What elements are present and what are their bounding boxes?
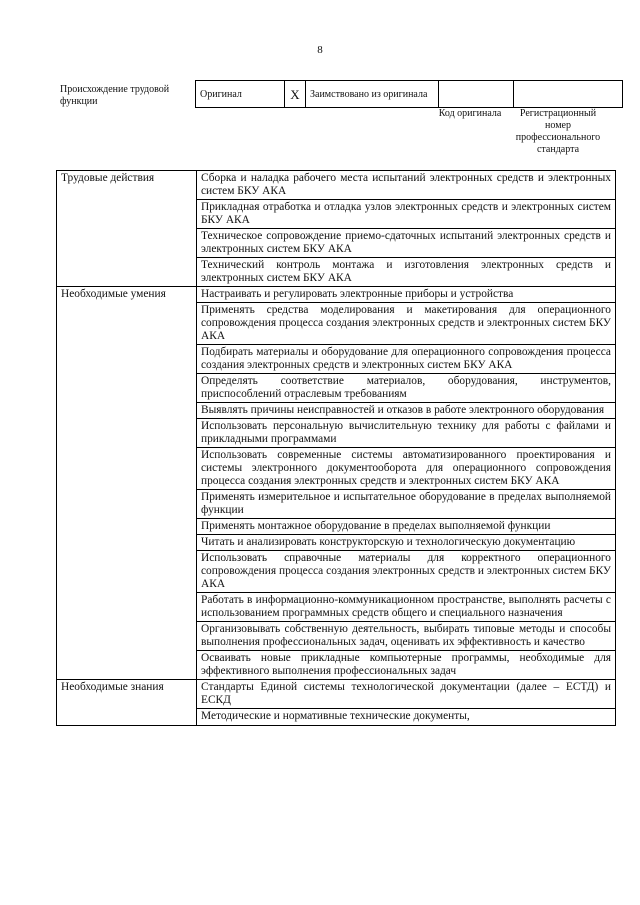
- table-cell: Настраивать и регулировать электронные приборы и устройства: [197, 287, 616, 303]
- table-cell: Прикладная отработка и отладка узлов электронных средств и электронных систем БКУ АКА: [197, 200, 616, 229]
- table-row: [57, 287, 616, 303]
- reg-number-cell: [514, 81, 623, 108]
- table-cell: Техническое сопровождение приемо-сдаточных испытаний электронных средств и электронных систем БКУ АКА: [197, 229, 616, 258]
- table-cell: Стандарты Единой системы технологической документации (далее – ЕСТД) и ЕСКД: [197, 680, 616, 709]
- table-cell: Подбирать материалы и оборудование для операционного сопровождения процесса создания электронных средств и электронных систем БКУ АКА: [197, 345, 616, 374]
- original-cell: Оригинал: [196, 81, 285, 108]
- page-number: 8: [317, 44, 323, 56]
- table-cell: Использовать справочные материалы для корректного операционного сопровождения процесса создания электронных средств и электронных систем БКУ АКА: [197, 551, 616, 593]
- table-cell: Технический контроль монтажа и изготовления электронных средств и электронных систем БКУ АКА: [197, 258, 616, 287]
- table-cell: Читать и анализировать конструкторскую и технологическую документацию: [197, 535, 616, 551]
- function-table: [56, 170, 616, 726]
- table-cell: Организовывать собственную деятельность, выбирать типовые методы и способы выполнения профессиональных задач, оценивать их эффективность и качество: [197, 622, 616, 651]
- table-cell: Сборка и наладка рабочего места испытаний электронных средств и электронных систем БКУ АКА: [197, 171, 616, 200]
- code-cell: [439, 81, 514, 108]
- origin-label: Происхождение трудовой функции: [60, 84, 170, 107]
- category-required-knowledge: Необходимые знания: [57, 680, 197, 726]
- table-row: [57, 680, 616, 709]
- table-cell: Определять соответствие материалов, оборудования, инструментов, приспособлений отраслевым требованиям: [197, 374, 616, 403]
- origin-table: [195, 80, 623, 108]
- table-cell: Применять монтажное оборудование в пределах выполняемой функции: [197, 519, 616, 535]
- table-cell: Применять измерительное и испытательное оборудование в пределах выполняемой функции: [197, 490, 616, 519]
- table-cell: Применять средства моделирования и макетирования для операционного сопровождения процесса создания электронных средств и электронных систем БКУ АКА: [197, 303, 616, 345]
- category-required-skills: Необходимые умения: [57, 287, 197, 680]
- table-cell: Использовать современные системы автоматизированного проектирования и системы электронного документооборота для операционного сопровождения процесса создания электронных средств и электронных систем БКУ АКА: [197, 448, 616, 490]
- reg-caption: Регистрационный номер профессионального стандарта: [515, 108, 601, 155]
- table-cell: Методические и нормативные технические документы,: [197, 709, 616, 726]
- table-row: [57, 171, 616, 200]
- table-cell: Выявлять причины неисправностей и отказов в работе электронного оборудования: [197, 403, 616, 419]
- category-labor-actions: Трудовые действия: [57, 171, 197, 287]
- table-cell: Использовать персональную вычислительную технику для работы с файлами и прикладными программами: [197, 419, 616, 448]
- table-cell: Работать в информационно-коммуникационном пространстве, выполнять расчеты с использованием программных средств общего и специального назначения: [197, 593, 616, 622]
- original-mark: X: [285, 81, 306, 108]
- table-cell: Осваивать новые прикладные компьютерные программы, необходимые для эффективного выполнения профессиональных задач: [197, 651, 616, 680]
- borrowed-cell: Заимствовано из оригинала: [306, 81, 439, 108]
- code-caption: Код оригинала: [438, 108, 502, 119]
